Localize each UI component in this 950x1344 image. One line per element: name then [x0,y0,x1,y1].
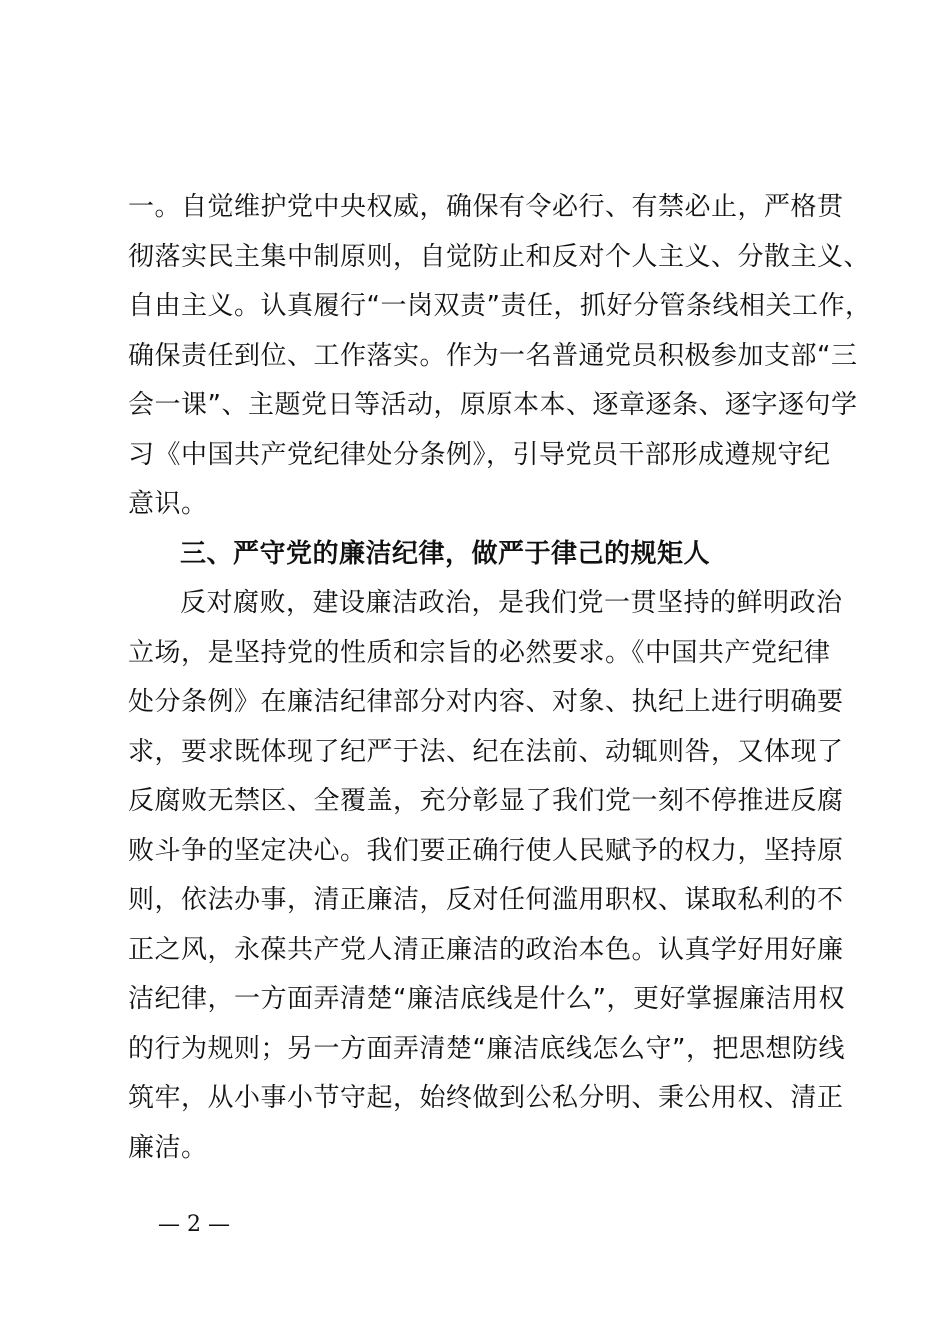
text-line: 立场，是坚持党的性质和宗旨的必然要求。《中国共产党纪律 [128,637,831,668]
text-line: 彻落实民主集中制原则，自觉防止和反对个人主义、分散主义、 [128,241,871,272]
text-line: 会一课”、主题党日等活动，原原本本、逐章逐条、逐字逐句学 [128,390,858,420]
text-line: 败斗争的坚定决心。我们要正确行使人民赋予的权力，坚持原 [128,835,844,866]
text-line: 的行为规则；另一方面弄清楚“廉洁底线怎么守”，把思想防线 [128,1033,845,1064]
text-line: 则，依法办事，清正廉洁，反对任何滥用职权、谋取私利的不 [128,885,844,915]
text-line: 习《中国共产党纪律处分条例》，引导党员干部形成遵规守纪 [128,439,831,470]
text-line: 反腐败无禁区、全覆盖，充分彰显了我们党一刻不停推进反腐 [128,786,844,816]
text-line: 正之风，永葆共产党人清正廉洁的政治本色。认真学好用好廉 [128,934,844,965]
text-line: 处分条例》在廉洁纪律部分对内容、对象、执纪上进行明确要 [128,687,844,717]
text-line: 洁纪律，一方面弄清楚“廉洁底线是什么”，更好掌握廉洁用权 [128,984,845,1014]
text-line: 确保责任到位、工作落实。作为一名普通党员积极参加支部“三 [128,340,858,371]
text-line: 筑牢，从小事小节守起，始终做到公私分明、秉公用权、清正 [128,1083,844,1113]
page-number: — 2 — [158,1212,230,1237]
text-line: 自由主义。认真履行“一岗双责”责任，抓好分管条线相关工作， [128,291,872,321]
text-line: 廉洁。 [128,1132,208,1163]
text-line: 意识。 [128,489,208,519]
text-line: 反对腐败，建设廉洁政治，是我们党一贯坚持的鲜明政治 [180,588,843,618]
text-line: 求，要求既体现了纪严于法、纪在法前、动辄则咎，又体现了 [128,736,844,767]
text-line: 一。自觉维护党中央权威，确保有令必行、有禁必止，严格贯 [128,192,844,222]
section-heading: 三、严守党的廉洁纪律，做严于律己的规矩人 [180,538,711,569]
document-body [128,183,872,1173]
